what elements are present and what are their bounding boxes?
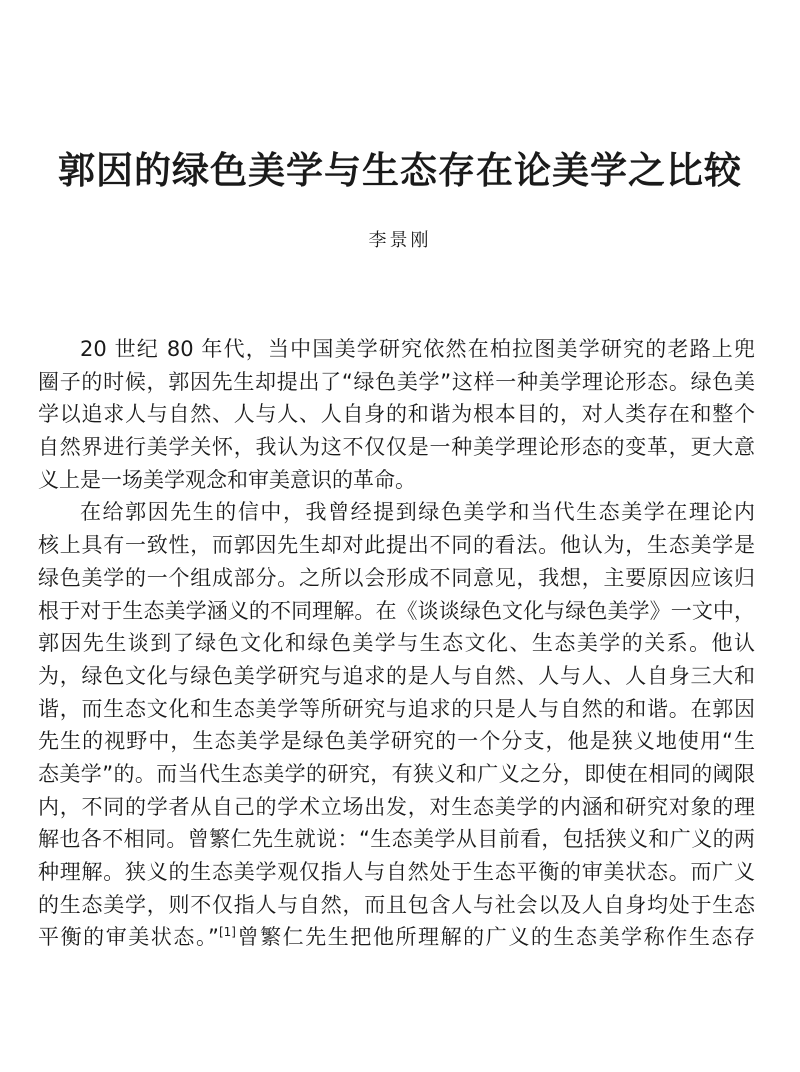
paragraph-2-line: 在给郭因先生的信中，我曾经提到绿色美学和当代生态美学在理论内	[80, 500, 755, 525]
paragraph-2-line: 态美学”的。而当代生态美学的研究，有狭义和广义之分，即使在相同的阈限	[38, 761, 755, 786]
paragraph-2-text: 曾繁仁先生把他所理解的广义的生态美学称作生态存	[235, 925, 756, 950]
paragraph-1-line: 学以追求人与自然、人与人、人自身的和谐为根本目的，对人类存在和整个	[38, 402, 755, 427]
paragraph-2-line: 绿色美学的一个组成部分。之所以会形成不同意见，我想，主要原因应该归	[38, 565, 755, 590]
paragraph-2-line: 根于对于生态美学涵义的不同理解。在《谈谈绿色文化与绿色美学》一文中，	[38, 598, 755, 623]
paragraph-2-line: 内，不同的学者从自己的学术立场出发，对生态美学的内涵和研究对象的理	[38, 794, 755, 819]
paragraph-2-line: 为，绿色文化与绿色美学研究与追求的是人与自然、人与人、人自身三大和	[38, 663, 755, 688]
paragraph-2-text: 平衡的审美状态。”	[38, 925, 219, 950]
article-title: 郭因的绿色美学与生态存在论美学之比较	[58, 148, 742, 192]
paragraph-1-line: 义上是一场美学观念和审美意识的革命。	[38, 467, 416, 492]
paragraph-2-line: 核上具有一致性，而郭因先生却对此提出不同的看法。他认为，生态美学是	[38, 533, 755, 558]
paragraph-2-line: 解也各不相同。曾繁仁先生就说：“生态美学从目前看，包括狭义和广义的两	[38, 827, 755, 852]
article-body	[38, 333, 755, 954]
paragraph-2-line: 种理解。狭义的生态美学观仅指人与自然处于生态平衡的审美状态。而广义	[38, 860, 755, 884]
footnote-reference[interactable]: [1]	[218, 925, 236, 940]
paragraph-1-line: 自然界进行美学关怀，我认为这不仅仅是一种美学理论形态的变革，更大意	[38, 435, 755, 460]
paragraph-2-line	[38, 921, 755, 954]
paragraph-2-line: 先生的视野中，生态美学是绿色美学研究的一个分支，他是狭义地使用“生	[38, 729, 755, 754]
article-author: 李景刚	[368, 230, 432, 251]
paragraph-2-line: 谐，而生态文化和生态美学等所研究与追求的只是人与自然的和谐。在郭因	[38, 696, 755, 721]
paragraph-1-line: 圈子的时候，郭因先生却提出了“绿色美学”这样一种美学理论形态。绿色美	[38, 369, 755, 394]
paragraph-2-line: 的生态美学，则不仅指人与自然，而且包含人与社会以及人自身均处于生态	[38, 892, 755, 917]
paragraph-1-line: 20 世纪 80 年代，当中国美学研究依然在柏拉图美学研究的老路上兜	[80, 337, 755, 361]
paragraph-2-line: 郭因先生谈到了绿色文化和绿色美学与生态文化、生态美学的关系。他认	[38, 631, 755, 656]
